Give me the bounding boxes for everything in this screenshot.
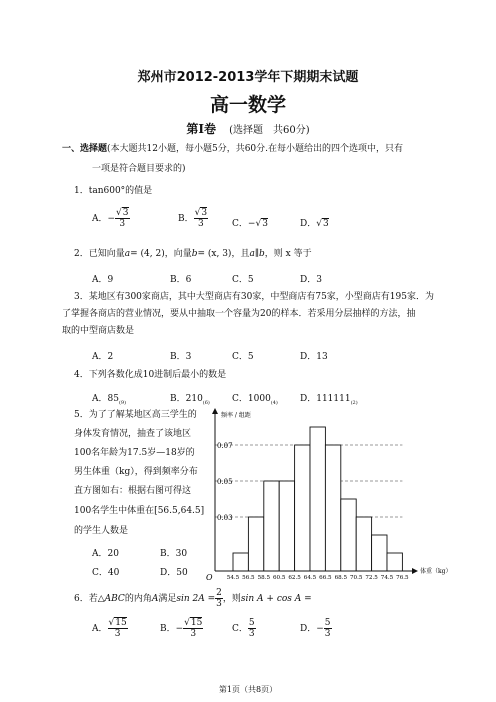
q6-expression: sin A + cos A = — [240, 594, 312, 604]
q5-line5: 直方图如右：根据右图可得这 — [74, 486, 192, 496]
q4-option-d — [300, 391, 358, 406]
q1-d-label: D． — [300, 219, 317, 229]
volume-heading — [0, 120, 496, 137]
q2-vector-a-2: a — [249, 249, 255, 259]
q5-line7: 的学生人数是 — [74, 526, 129, 536]
frequency-histogram — [195, 405, 465, 583]
x-tick-label: 74.5 — [380, 575, 394, 581]
histogram-bar-68.5-70.5 — [341, 499, 356, 571]
q5-option-b: B．30 — [160, 549, 188, 559]
q6-a-fraction: $\frac{√15}{3}$ — [108, 618, 127, 639]
q6-b-den: 3 — [190, 629, 197, 639]
x-tick-label: 56.5 — [242, 575, 255, 581]
q2-option-a: A．9 — [92, 275, 114, 285]
volume-label: 第Ⅰ卷 — [186, 122, 216, 136]
x-tick-label: 58.5 — [257, 575, 271, 581]
y-tick-label: 0.05 — [217, 478, 233, 486]
volume-note: (选择题 共60分) — [229, 125, 310, 136]
q2-part1: 2．已知向量 — [74, 249, 125, 259]
x-tick-label: 60.5 — [272, 575, 286, 581]
histogram-bar-64.5-66.5 — [310, 427, 325, 571]
histogram-bar-74.5-76.5 — [387, 553, 402, 571]
q1-b-fraction: $\frac{√3}{3}$ — [194, 208, 208, 229]
q6-a-den: 3 — [114, 629, 121, 639]
y-tick-label: 0.07 — [217, 442, 233, 450]
y-tick-label: 0.03 — [217, 514, 233, 522]
x-tick-label: 64.5 — [303, 575, 317, 581]
q6-c-num: 5 — [248, 618, 255, 628]
q2-part2: ，向量 — [164, 249, 192, 259]
x-tick-label: 68.5 — [334, 575, 348, 581]
q4-c-base: (4) — [270, 399, 278, 406]
q1-option-c: C．−√3 — [232, 219, 268, 229]
q2-part3: ，且 — [231, 249, 250, 259]
q3-line3: 取的中型商店数是 — [62, 326, 135, 336]
q6-angle: A — [151, 594, 159, 604]
q1-a-num: 3 — [122, 208, 129, 218]
q4-option-b — [170, 391, 210, 406]
q3-option-c: C．5 — [232, 352, 254, 362]
q5-option-a: A．20 — [92, 549, 119, 559]
origin-label: O — [206, 573, 213, 582]
q2-vector-b-2: b — [259, 249, 265, 259]
q3-option-b: B．3 — [170, 352, 192, 362]
q6-c-den: 3 — [248, 629, 255, 639]
x-axis-label: 体重（kg） — [420, 568, 452, 575]
q4-option-a — [92, 391, 126, 406]
x-tick-label: 62.5 — [288, 575, 301, 581]
q6-b-label: B．− — [160, 624, 184, 634]
q5-line6: 100名学生中体重在[56.5,64.5] — [74, 506, 205, 516]
q6-fraction — [215, 588, 223, 609]
subject-title: 高一数学 — [209, 94, 286, 116]
q5-line4: 男生体重（kg），得到频率分布 — [74, 467, 198, 477]
histogram-bar-66.5-68.5 — [325, 445, 340, 571]
q6-part2: 的内角 — [124, 594, 152, 604]
q4-b-base: (6) — [202, 399, 210, 406]
q6-option-b — [160, 618, 203, 639]
section-instructions-line2: 一项是符合题目要求的) — [92, 164, 186, 174]
q2-stem — [74, 248, 312, 260]
q5-line2: 身体发育情况，抽查了该地区 — [74, 429, 192, 439]
q5-option-d: D．50 — [160, 568, 188, 578]
histogram-bar-54.5-56.5 — [233, 553, 248, 571]
q1-d-val: 3 — [322, 219, 329, 229]
q1-stem: 1．tan600°的值是 — [74, 186, 153, 196]
q1-c-val: 3 — [262, 219, 268, 229]
q6-option-c — [232, 618, 256, 639]
q2-parallel: ∥ — [254, 249, 260, 259]
q1-a-den: 3 — [119, 219, 126, 229]
q3-option-a: A．2 — [92, 352, 114, 362]
y-axis-label: 频率 / 组距 — [221, 412, 251, 419]
q6-d-fraction — [324, 618, 332, 639]
q1-b-label: B． — [178, 214, 194, 224]
q6-d-num: 5 — [324, 618, 331, 628]
q3-line1: 3．某地区有300家商店，其中大型商店有30家，中型商店有75家，小型商店有195家．为 — [74, 292, 434, 302]
q4-a-base: (9) — [118, 399, 127, 406]
q4-c-value: C．1000 — [232, 394, 271, 404]
histogram-bar-56.5-58.5 — [248, 517, 263, 571]
q4-d-base: (2) — [350, 399, 358, 406]
q5-line3: 100名年龄为17.5岁—18岁的 — [74, 448, 195, 458]
q6-b-num: 15 — [190, 618, 203, 628]
q1-a-fraction: $\frac{√3}{3}$ — [116, 208, 129, 229]
q1-a-label: A．− — [92, 214, 116, 224]
q6-b-fraction: $\frac{√15}{3}$ — [184, 618, 203, 639]
q1-c-label: C．− — [232, 219, 256, 229]
histogram-bar-62.5-64.5 — [295, 445, 310, 571]
histogram-bar-72.5-74.5 — [372, 535, 387, 571]
q6-option-d — [300, 618, 332, 639]
histogram-bar-70.5-72.5 — [356, 517, 371, 571]
q6-part3: 满足 — [158, 594, 177, 604]
q6-c-label: C． — [232, 624, 248, 634]
q1-option-a — [92, 208, 130, 229]
q5-line1: 5．为了了解某地区高三学生的 — [74, 410, 197, 420]
exam-title: 郑州市2012-2013学年下期期末试题 — [137, 70, 359, 85]
histogram-bar-60.5-62.5 — [279, 481, 294, 571]
q2-a-value: = (4, 2) — [130, 249, 165, 259]
section-instructions — [62, 143, 403, 155]
q1-option-b — [178, 208, 208, 229]
q6-a-label: A． — [92, 624, 108, 634]
q6-c-fraction — [248, 618, 256, 639]
q6-part1: 6．若△ — [74, 594, 105, 604]
q2-vector-a: a — [124, 249, 131, 259]
q6-d-label: D．− — [300, 624, 324, 634]
q2-b-value: = (x, 3) — [197, 249, 232, 259]
page-footer: 第1页（共8页） — [218, 685, 278, 694]
histogram-bar-58.5-60.5 — [264, 481, 279, 571]
q1-b-num: 3 — [201, 208, 208, 218]
q4-a-value: A．85 — [92, 394, 119, 404]
q6-triangle: ABC — [104, 594, 125, 604]
q6-d-den: 3 — [324, 629, 331, 639]
q6-frac-num: 2 — [216, 588, 222, 598]
q4-b-value: B．210 — [170, 394, 203, 404]
q3-option-d: D．13 — [300, 352, 328, 362]
q4-option-c — [232, 391, 278, 406]
q2-option-c: C．5 — [232, 275, 254, 285]
q5-option-c: C．40 — [92, 568, 120, 578]
x-tick-label: 54.5 — [226, 575, 240, 581]
q2-part4: ，则 x 等于 — [264, 249, 312, 259]
section-heading: 一、选择题 — [62, 144, 108, 154]
q6-a-num: 15 — [115, 618, 127, 628]
q6-sin2a: sin 2A = — [176, 594, 216, 604]
q6-frac-den: 3 — [216, 599, 222, 609]
q4-stem: 4．下列各数化成10进制后最小的数是 — [74, 370, 227, 380]
q6-part4: ，则 — [222, 594, 241, 604]
x-tick-label: 66.5 — [319, 575, 332, 581]
q1-b-den: 3 — [198, 219, 204, 229]
q6-option-a — [92, 618, 128, 639]
q3-line2: 了掌握各商店的营业情况，要从中抽取一个容量为20的样本．若采用分层抽样的方法，抽 — [62, 309, 416, 319]
x-tick-label: 70.5 — [349, 575, 363, 581]
q2-vector-b: b — [191, 249, 198, 259]
q4-d-value: D．111111 — [300, 394, 351, 404]
q6-stem — [74, 588, 312, 609]
q1-option-d: D．√3 — [300, 219, 329, 229]
x-tick-label: 76.5 — [396, 575, 409, 581]
q2-option-b: B．6 — [170, 275, 192, 285]
q2-option-d: D．3 — [300, 275, 322, 285]
section-instructions-line1: (本大题共12小题，每小题5分，共60分.在每小题给出的四个选项中，只有 — [107, 144, 404, 154]
x-tick-label: 72.5 — [365, 575, 378, 581]
